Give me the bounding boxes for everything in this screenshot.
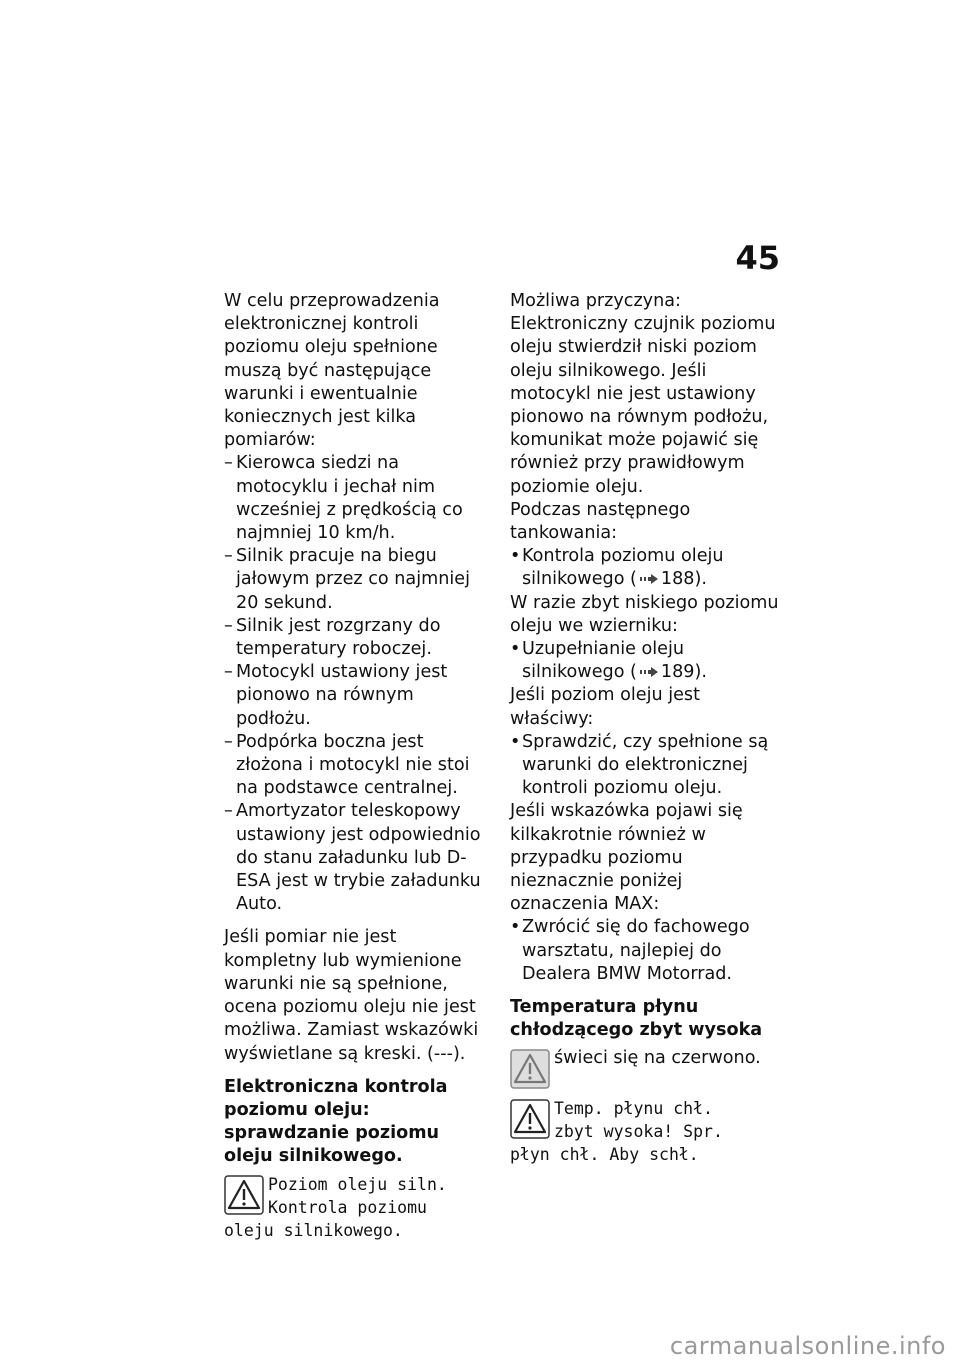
action-item: • Zwrócić się do fachowego warsztatu, najlepiej do Dealera BMW Motorrad.	[510, 916, 782, 986]
coolant-lamp-row	[510, 1047, 782, 1089]
condition-item: – Amortyzator teleskopowy ustawiony jest odpowiednio do stanu załadunku lub D-ESA jest w trybie załadunku Auto.	[224, 800, 492, 916]
action-list	[510, 916, 782, 986]
action-item: • Sprawdzić, czy spełnione są warunki do elektronicznej kontroli poziomu oleju.	[510, 731, 782, 801]
warning-triangle-icon	[510, 1099, 550, 1139]
display-line: zbyt wysoka! Spr.	[554, 1121, 723, 1141]
action-item: • Kontrola poziomu oleju silnikowego ( 188).	[510, 545, 782, 591]
incomplete-note: Jeśli pomiar nie jest kompletny lub wymienione warunki nie są spełnione, ocena poziomu oleju nie jest możliwa. Zamiast wskazówki wyświetlane są kreski. (---).	[224, 927, 479, 1064]
coolant-display-message	[510, 1097, 782, 1166]
condition-item: – Silnik pracuje na biegu jałowym przez co najmniej 20 sekund.	[224, 545, 492, 615]
low-level-text: W razie zbyt niskiego poziomu oleju we wzierniku:	[510, 592, 779, 636]
repeat-note: Jeśli wskazówka pojawi się kilkakrotnie również w przypadku poziomu nieznacznie poniżej oznaczenia MAX:	[510, 801, 743, 915]
warning-triangle-icon	[510, 1049, 550, 1089]
condition-item: – Podpórka boczna jest złożona i motocykl nie stoi na podstawce centralnej.	[224, 731, 492, 801]
reference-arrow-icon	[639, 666, 659, 678]
conditions-list	[224, 452, 492, 916]
condition-item: – Kierowca siedzi na motocyklu i jechał nim wcześniej z prędkością co najmniej 10 km/h.	[224, 452, 492, 545]
section-heading-oil-level: Elektroniczna kontrola poziomu oleju: sprawdzanie poziomu oleju silnikowego.	[224, 1076, 448, 1167]
display-line: Temp. płynu chł.	[554, 1098, 713, 1118]
display-line: oleju silnikowego.	[224, 1220, 403, 1240]
condition-item: – Silnik jest rozgrzany do temperatury roboczej.	[224, 615, 492, 661]
reference-arrow-icon	[639, 573, 659, 585]
action-list	[510, 731, 782, 801]
action-list	[510, 638, 782, 684]
warning-triangle-icon	[224, 1175, 264, 1215]
page-number: 45	[735, 239, 780, 277]
watermark: carmanualsonline.info	[669, 1332, 946, 1360]
intro-paragraph: W celu przeprowadzenia elektronicznej kontroli poziomu oleju spełnione muszą być następujące warunki i ewentualnie koniecznych jest kilka pomiarów:	[224, 291, 440, 451]
action-item: • Uzupełnianie oleju silnikowego ( 189).	[510, 638, 782, 684]
lamp-text: świeci się na czerwono.	[554, 1047, 761, 1068]
oil-level-display-message	[224, 1173, 492, 1242]
display-line: płyn chł. Aby schł.	[510, 1144, 699, 1164]
correct-level-text: Jeśli poziom oleju jest właściwy:	[510, 685, 700, 729]
next-refuel-text: Podczas następnego tankowania:	[510, 499, 691, 544]
display-line: Kontrola poziomu	[268, 1197, 427, 1217]
action-list	[510, 545, 782, 591]
left-column	[224, 290, 492, 1242]
cause-label: Możliwa przyczyna:	[510, 291, 681, 311]
cause-text: Elektroniczny czujnik poziomu oleju stwierdził niski poziom oleju silnikowego. Jeśli motocykl nie jest ustawiony pionowo na równym podłożu, komunikat może pojawić się również przy prawidłowym poziomie oleju.	[510, 314, 776, 497]
section-heading-coolant: Temperatura płynu chłodzącego zbyt wysoka	[510, 997, 763, 1041]
display-line: Poziom oleju siln.	[268, 1174, 447, 1194]
condition-item: – Motocykl ustawiony jest pionowo na równym podłożu.	[224, 661, 492, 731]
right-column	[510, 290, 782, 1166]
